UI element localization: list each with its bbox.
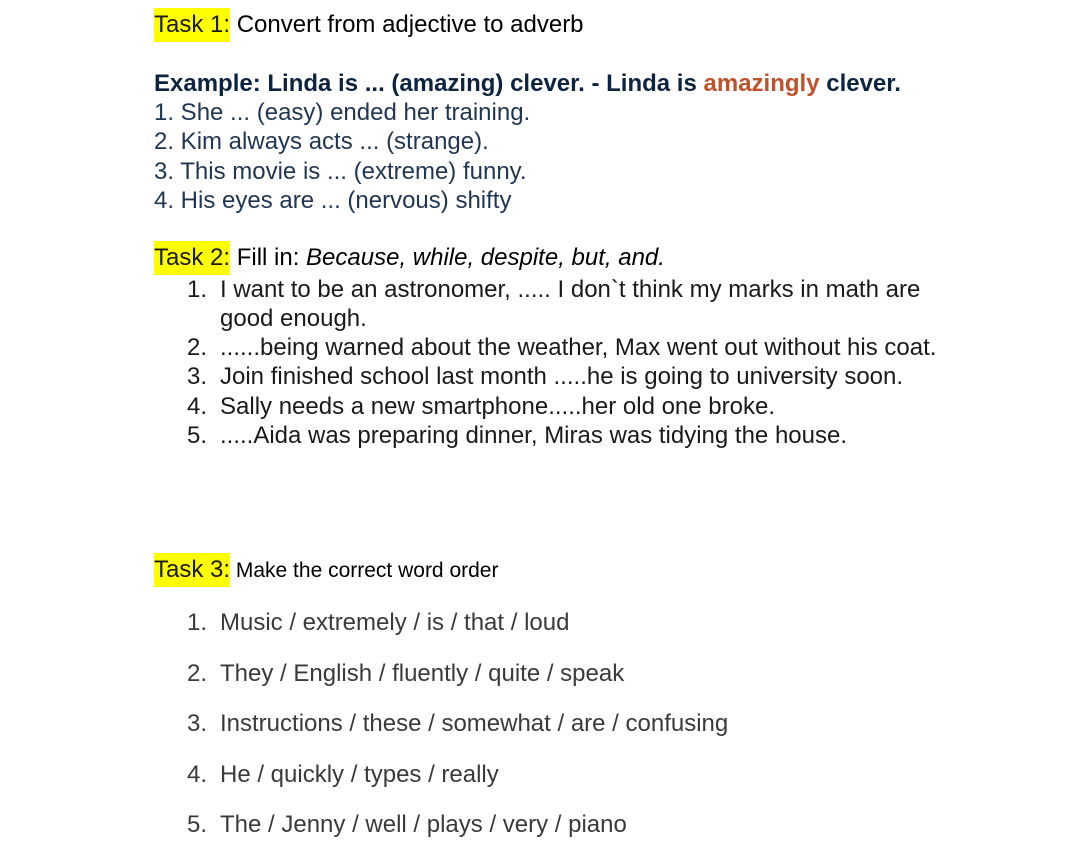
task2-item-text-continued: good enough.	[220, 305, 367, 332]
task2-item-number: 5.	[187, 422, 208, 449]
task3-heading	[154, 558, 498, 582]
task2-item-number: 1.	[187, 276, 208, 303]
task3-label: Task 3:	[154, 553, 230, 587]
task1-example	[154, 72, 901, 96]
task1-label: Task 1:	[154, 8, 230, 42]
example-answer: amazingly	[703, 70, 820, 97]
task2-item-number: 3.	[187, 363, 208, 390]
task2-item-text: .....Aida was preparing dinner, Miras was tidying the house.	[220, 422, 847, 449]
task3-item-text: Instructions / these / somewhat / are / confusing	[220, 710, 729, 737]
task3-item-number: 3.	[187, 710, 208, 737]
task1-heading	[154, 13, 584, 37]
task2-item-number: 4.	[187, 393, 208, 420]
task1-item: 3. This movie is ... (extreme) funny.	[154, 158, 527, 185]
task3-item-number: 5.	[187, 811, 208, 838]
task2-item-text: I want to be an astronomer, ..... I don`t think my marks in math are	[220, 276, 921, 303]
task3-item-text: He / quickly / types / really	[220, 761, 499, 788]
task2-label: Task 2:	[154, 241, 230, 275]
task2-title: Fill in:	[230, 244, 307, 271]
task2-item-text: Sally needs a new smartphone.....her old one broke.	[220, 393, 775, 420]
task2-heading	[154, 246, 665, 270]
task3-title: Make the correct word order	[230, 559, 499, 582]
task1-item: 2. Kim always acts ... (strange).	[154, 128, 489, 155]
example-prefix: Example: Linda is ... (amazing) clever. - Linda is	[154, 70, 704, 97]
task3-item-number: 2.	[187, 660, 208, 687]
example-suffix: clever.	[819, 70, 901, 97]
task3-item-number: 1.	[187, 609, 208, 636]
task2-item-number: 2.	[187, 334, 208, 361]
task1-title: Convert from adjective to adverb	[230, 11, 584, 38]
task1-item: 4. His eyes are ... (nervous) shifty	[154, 187, 512, 214]
task1-item: 1. She ... (easy) ended her training.	[154, 99, 531, 126]
task2-item-text: Join finished school last month .....he is going to university soon.	[220, 363, 904, 390]
task2-item-text: ......being warned about the weather, Max went out without his coat.	[220, 334, 937, 361]
task3-item-number: 4.	[187, 761, 208, 788]
task2-word-list: Because, while, despite, but, and.	[306, 244, 665, 271]
task3-item-text: The / Jenny / well / plays / very / piano	[220, 811, 627, 838]
task3-item-text: Music / extremely / is / that / loud	[220, 609, 570, 636]
task3-item-text: They / English / fluently / quite / speak	[220, 660, 625, 687]
